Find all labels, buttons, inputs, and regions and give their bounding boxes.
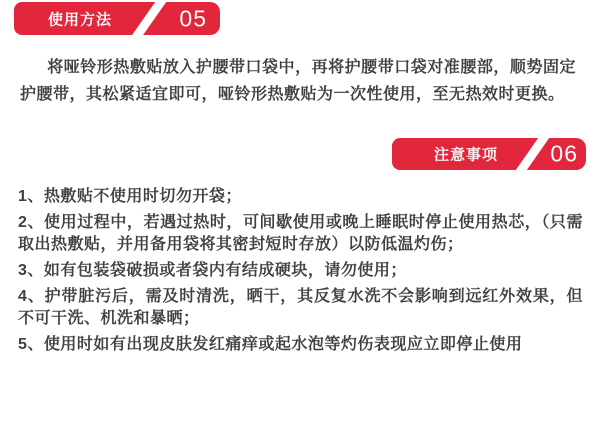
usage-paragraph: 将哑铃形热敷贴放入护腰带口袋中，再将护腰带口袋对准腰部，顺势固定护腰带，其松紧适宜即可，哑铃形热敷贴为一次性使用，至无热效时更换。: [20, 59, 576, 103]
precautions-banner-number: 06: [550, 140, 578, 167]
precautions-list: [18, 186, 583, 360]
precaution-item-5: 5、使用时如有出现皮肤发红痛痒或起水泡等灼伤表现应立即停止使用: [18, 336, 523, 353]
usage-banner-title: 使用方法: [48, 11, 113, 28]
precautions-section-banner: [392, 138, 586, 170]
precaution-item-3: 3、如有包装袋破损或者袋内有结成硬块，请勿使用；: [18, 262, 407, 279]
diagonal-slash-icon: [128, 2, 171, 35]
precautions-banner-title: 注意事项: [434, 146, 499, 164]
precaution-item-2: 2、使用过程中，若遇过热时，可间歇使用或晚上睡眠时停止使用热芯，（只需取出热敷贴，并用备用袋将其密封短时存放）以防低温灼伤；: [18, 214, 583, 253]
usage-banner-number: 05: [179, 5, 207, 31]
precaution-item-1: 1、热敷贴不使用时切勿开袋；: [18, 188, 242, 205]
diagonal-slash-icon: [511, 138, 554, 170]
precaution-item-4: 4、护带脏污后，需及时清洗，晒干，其反复水洗不会影响到远红外效果，但不可干洗、机洗和暴晒；: [18, 288, 583, 327]
usage-section-banner: [14, 2, 220, 35]
